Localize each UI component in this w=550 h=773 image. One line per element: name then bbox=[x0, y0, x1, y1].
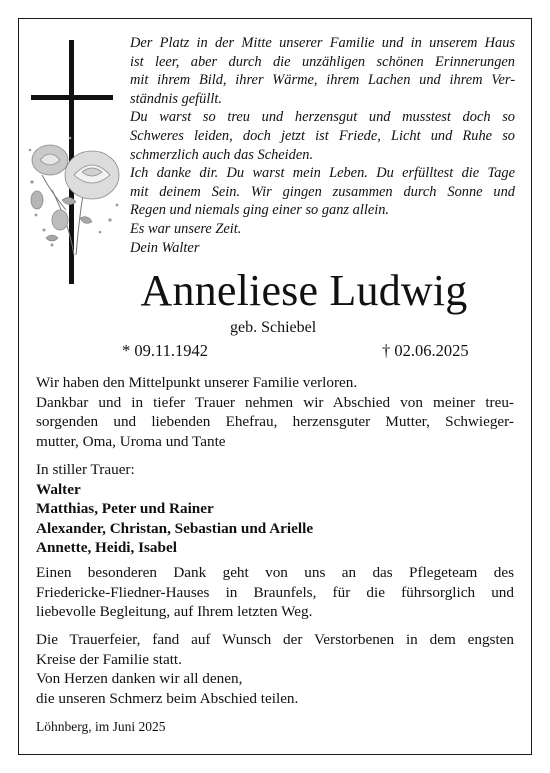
funeral-notice bbox=[36, 630, 514, 708]
thanks-line: Einen besonderen Dank geht von uns an das Pflegeteam des bbox=[36, 564, 514, 581]
birth-date: * 09.11.1942 bbox=[122, 341, 209, 360]
announcement-line: sorgenden und liebenden Ehefrau, herzensguter Mutter, Schwieger- bbox=[36, 413, 514, 431]
funeral-line: Von Herzen danken wir all denen, bbox=[36, 670, 243, 688]
mourner-name: Annette, Heidi, Isabel bbox=[36, 539, 177, 557]
mourners bbox=[36, 460, 514, 558]
funeral-line: Die Trauerfeier, fand auf Wunsch der Verstorbenen in dem engsten bbox=[36, 631, 514, 648]
thanks bbox=[36, 563, 514, 622]
mourner-name: Matthias, Peter und Rainer bbox=[36, 500, 214, 518]
thanks-line: Friedericke-Fliedner-Hauses in Braunfels, für die führsorglich und bbox=[36, 583, 514, 601]
announcement bbox=[36, 373, 514, 451]
deceased-name: Anneliese Ludwig bbox=[140, 266, 468, 315]
place-date: Löhnberg, im Juni 2025 bbox=[36, 719, 166, 734]
funeral-line: Kreise der Familie statt. bbox=[36, 650, 182, 668]
poem-line: Dein Walter bbox=[130, 239, 200, 256]
poem-line: Regen und niemals ging einer so ganz allein. bbox=[130, 202, 389, 219]
mourner-name: Walter bbox=[36, 480, 81, 498]
birth-name: geb. Schiebel bbox=[230, 319, 317, 336]
poem-line: ist leer, aber durch die unzähligen schönen Erinnerungen bbox=[130, 53, 515, 70]
announcement-line: Dankbar und in tiefer Trauer nehmen wir Abschied von meiner treu- bbox=[36, 393, 514, 411]
poem-line: Schweres leiden, doch jetzt ist Friede, Licht und Ruhe so bbox=[130, 127, 515, 144]
announcement-line: Wir haben den Mittelpunkt unserer Familie verloren. bbox=[36, 374, 358, 391]
poem-line: ständnis gefüllt. bbox=[130, 90, 222, 107]
poem-line: mit ihrem Bild, ihrer Wärme, ihrem Lachen und ihrem Ver- bbox=[130, 72, 515, 89]
poem-line: Der Platz in der Mitte unserer Familie und in unserem Haus bbox=[130, 35, 515, 51]
roses-icon bbox=[22, 120, 132, 260]
mourner-name: Alexander, Christan, Sebastian und Arielle bbox=[36, 519, 314, 537]
death-date: † 02.06.2025 bbox=[382, 341, 469, 360]
poem-line: Es war unsere Zeit. bbox=[130, 220, 242, 237]
poem bbox=[130, 34, 515, 257]
poem-line: Ich danke dir. Du warst mein Leben. Du erfülltest die Tage bbox=[130, 165, 515, 182]
poem-line: Du warst so treu und herzensgut und musstest doch so bbox=[130, 109, 515, 126]
announcement-line: mutter, Oma, Uroma und Tante bbox=[36, 432, 226, 450]
poem-line: mit deinem Sein. Wir gingen zusammen durch Sonne und bbox=[130, 183, 515, 200]
mourners-intro: In stiller Trauer: bbox=[36, 461, 135, 478]
thanks-line: liebevolle Begleitung, auf Ihrem letzten Weg. bbox=[36, 603, 313, 621]
funeral-line: die unseren Schmerz beim Abschied teilen. bbox=[36, 689, 299, 707]
poem-line: schmerzlich auch das Scheiden. bbox=[130, 146, 314, 163]
